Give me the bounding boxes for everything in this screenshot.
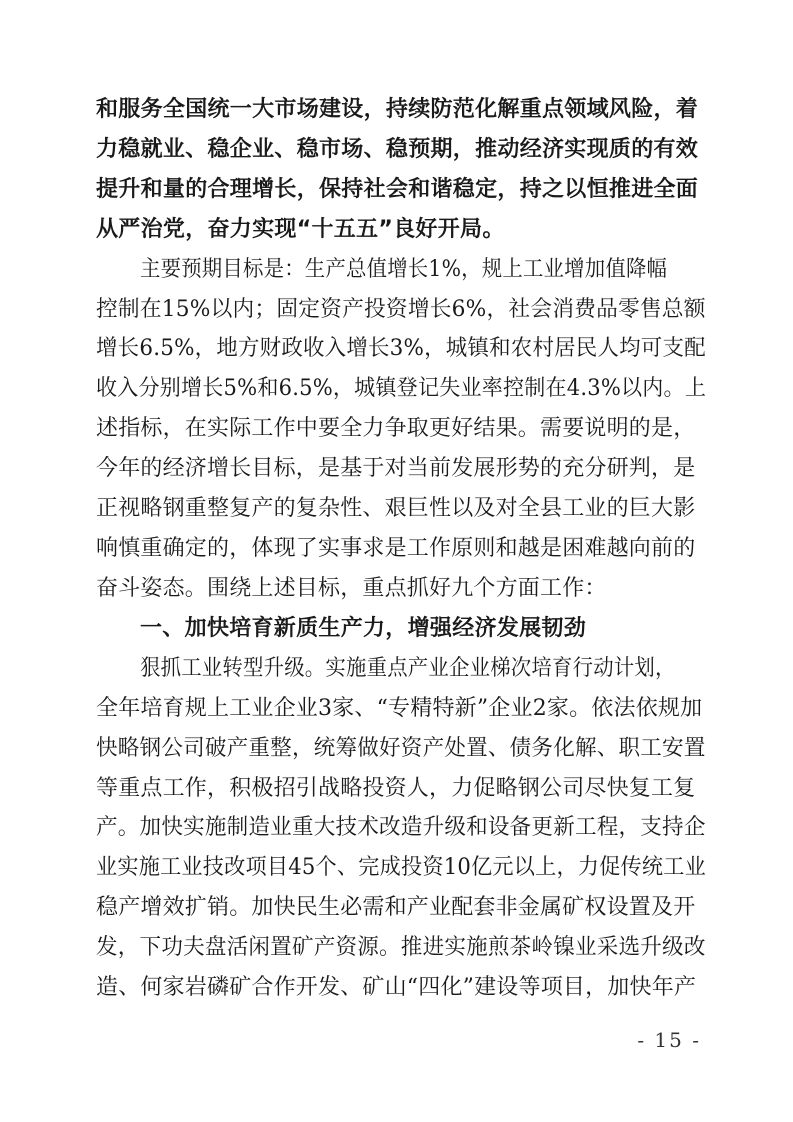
section-heading: 一、加快培育新质生产力，增强经济发展韧劲 <box>140 616 587 641</box>
text-line: 从严治党，奋力实现“十五五”良好开局。 <box>96 217 505 242</box>
text-line: 力稳就业、稳企业、稳市场、稳预期，推动经济实现质的有效 <box>96 137 699 162</box>
text-line: 和服务全国统一大市场建设，持续防范化解重点领域风险，着 <box>96 97 699 122</box>
text-line: 产。加快实施制造业重大技术改造升级和设备更新工程，支持企 <box>96 815 706 840</box>
text-line: 发，下功夫盘活闲置矿产资源。推进实施煎茶岭镍业采选升级改 <box>96 935 706 960</box>
text-line: 增长6.5%，地方财政收入增长3%，城镇和农村居民人均可支配 <box>96 336 706 361</box>
text-line: 今年的经济增长目标，是基于对当前发展形势的充分研判，是 <box>96 456 696 481</box>
text-line: 正视略钢重整复产的复杂性、艰巨性以及对全县工业的巨大影 <box>96 496 696 521</box>
text-line: 奋斗姿态。围绕上述目标，重点抓好九个方面工作： <box>96 576 607 601</box>
page-number: - 15 - <box>637 1028 701 1052</box>
text-line: 稳产增效扩销。加快民生必需和产业配套非金属矿权设置及开 <box>96 895 696 920</box>
text-line: 等重点工作，积极招引战略投资人，力促略钢公司尽快复工复 <box>96 776 696 801</box>
text-line: 主要预期目标是：生产总值增长1%，规上工业增加值降幅 <box>140 257 668 282</box>
text-line: 业实施工业技改项目45个、完成投资10亿元以上，力促传统工业 <box>96 855 706 880</box>
text-line: 造、何家岩磷矿合作开发、矿山“四化”建设等项目，加快年产 <box>96 975 697 1000</box>
text-line: 响慎重确定的，体现了实事求是工作原则和越是困难越向前的 <box>96 536 696 561</box>
text-line: 控制在15%以内；固定资产投资增长6%，社会消费品零售总额 <box>96 297 706 322</box>
text-line: 收入分别增长5%和6.5%，城镇登记失业率控制在4.3%以内。上 <box>96 376 707 401</box>
text-line: 快略钢公司破产重整，统筹做好资产处置、债务化解、职工安置 <box>96 736 706 761</box>
text-line: 提升和量的合理增长，保持社会和谐稳定，持之以恒推进全面 <box>96 177 699 202</box>
text-line: 狠抓工业转型升级。实施重点产业企业梯次培育行动计划， <box>140 656 676 681</box>
text-line: 全年培育规上工业企业3家、“专精特新”企业2家。依法依规加 <box>96 696 703 721</box>
text-line: 述指标，在实际工作中要全力争取更好结果。需要说明的是， <box>96 416 696 441</box>
